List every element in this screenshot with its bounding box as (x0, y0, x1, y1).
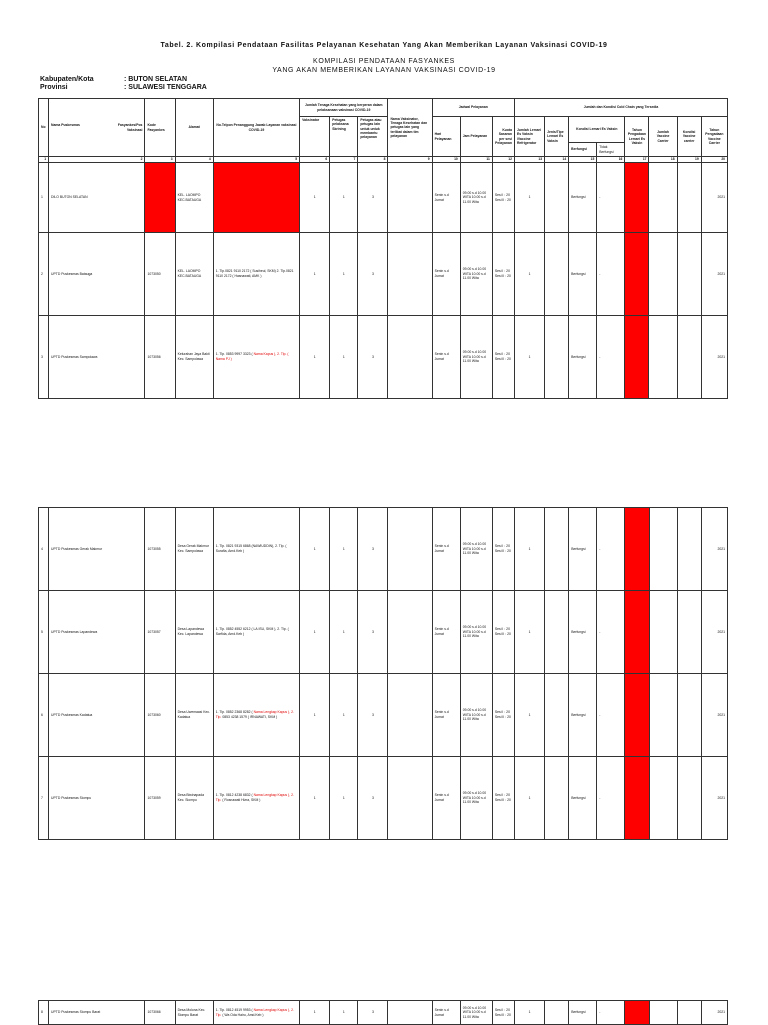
fasyankes-table-page-2 (38, 507, 728, 840)
cell-berfungsi: Berfungsi (569, 508, 597, 591)
cell-tidak-berfungsi: - (597, 163, 625, 233)
col-kondisi-lemari: Kondisi Lemari Es Vaksin (569, 117, 625, 143)
cell-jumlah-carrier (649, 757, 677, 840)
cell-kuota: Sesi I : 20 Sesi II : 20 (492, 591, 514, 674)
col-number: 6 (300, 157, 330, 163)
cell-nama-vaksinator (388, 163, 432, 233)
cell-skrining: 1 (330, 316, 358, 399)
cell-jenis-tipe (545, 163, 569, 233)
col-number: 5 (213, 157, 299, 163)
cell-alamat: Kelurahan Jaya Bakti Kec. Sampolawa (175, 316, 213, 399)
cell-skrining: 1 (330, 163, 358, 233)
cell-kode: 1073055 (145, 508, 175, 591)
cell-nama-vaksinator (388, 674, 432, 757)
cell-alamat: KEL. LAOMPO KEC.BATAUGA (175, 233, 213, 316)
col-nama (49, 99, 145, 157)
cell-tahun-carrier: 2021 (701, 674, 727, 757)
cell-jenis-tipe (545, 1001, 569, 1025)
col-petugas-skrining: Petugas pelaksana Skrining (330, 117, 358, 157)
cell-telepon: 1. Tlp. 0852 4552 6212 ( LA ISU, SKM ), 2. Tlp. ( Sarfida, Amd.Keb ) (213, 591, 299, 674)
cell-tahun-lemari (625, 233, 649, 316)
cell-hari: Senin s.d Jumat (432, 757, 460, 840)
cell-jam: 09.00 s.d 10.00 WITA 10.00 s.d 11.00 Wita (460, 316, 492, 399)
cell-jumlah-lemari: 1 (514, 591, 544, 674)
cell-petugas-lain: 3 (358, 316, 388, 399)
col-alamat: Alamat (175, 99, 213, 157)
cell-jumlah-carrier (649, 233, 677, 316)
col-telepon: No.Telpon Penanggung Jawab Layanan vaksinasi COVID-19 (213, 99, 299, 157)
cell-jumlah-lemari: 1 (514, 674, 544, 757)
cell-skrining: 1 (330, 591, 358, 674)
cell-jenis-tipe (545, 316, 569, 399)
col-no: No (39, 99, 49, 157)
cell-hari: Senin s.d Jumat (432, 591, 460, 674)
cell-jenis-tipe (545, 674, 569, 757)
cell-kode: 1073056 (145, 316, 175, 399)
cell-alamat: Desa Molona Kec. Siompu Barat (175, 1001, 213, 1025)
cell-jenis-tipe (545, 757, 569, 840)
cell-berfungsi: Berfungsi (569, 1001, 597, 1025)
telepon-text: 1. Tlp. 0853 9997 3323 ( (215, 352, 253, 357)
fasyankes-table-page-1 (38, 98, 728, 399)
cell-nama: UPTD Puskesmas Siompu Barat (49, 1001, 145, 1025)
cell-kondisi-carrier (677, 316, 701, 399)
cell-nama-vaksinator (388, 757, 432, 840)
cell-kuota: Sesi I : 20 Sesi II : 20 (492, 1001, 514, 1025)
col-number: 9 (388, 157, 432, 163)
cell-alamat: Desa Gerak Makmur Kec. Sampolawa (175, 508, 213, 591)
cell-telepon (213, 757, 299, 840)
cell-vaksinator: 1 (300, 757, 330, 840)
table-row (39, 1001, 728, 1025)
cell-jumlah-carrier (649, 1001, 677, 1025)
telepon-text: 1. Tlp. 0812 4519 9953 ( (215, 1007, 253, 1012)
table-row (39, 757, 728, 840)
cell-tahun-lemari (625, 1001, 649, 1025)
cell-kuota: Sesi I : 20 Sesi II : 20 (492, 233, 514, 316)
col-number: 8 (358, 157, 388, 163)
col-number: 1 (39, 157, 49, 163)
cell-nama: UPTD Puskesmas Kadatua (49, 674, 145, 757)
cell-nama: UPTD Puskesmas Batauga (49, 233, 145, 316)
table-row (39, 674, 728, 757)
cell-no: 3 (39, 316, 49, 399)
cell-jumlah-carrier (649, 508, 677, 591)
provinsi-value: : SULAWESI TENGGARA (124, 84, 207, 91)
telepon-text: 1. Tlp. 0812 4238 6832 ( (215, 793, 253, 798)
telepon-placeholder-text: Nama Lengkap Kapus ), 2. Tlp. (215, 1007, 294, 1017)
subtitle-1: KOMPILASI PENDATAAN FASYANKES (313, 58, 455, 65)
cell-vaksinator: 1 (300, 1001, 330, 1025)
cell-kondisi-carrier (677, 591, 701, 674)
cell-tahun-lemari (625, 674, 649, 757)
cell-jam: 09.00 s.d 10.00 WITA 10.00 s.d 11.00 Wita (460, 233, 492, 316)
table-row (39, 508, 728, 591)
col-number: 7 (330, 157, 358, 163)
col-group-tenaga: Jumlah Tenaga Kesehatan yang berperan dalam pelaksanaan vaksinasi COVID-19 (300, 99, 388, 117)
cell-kode: 1073066 (145, 1001, 175, 1025)
telepon-placeholder-text: Nama Lengkap Kapus ), 2. Tlp. (215, 793, 294, 802)
cell-kuota: Sesi I : 20 Sesi II : 20 (492, 674, 514, 757)
col-hari: Hari Pelayanan (432, 117, 460, 157)
cell-petugas-lain: 3 (358, 163, 388, 233)
cell-kondisi-carrier (677, 1001, 701, 1025)
cell-kondisi-carrier (677, 674, 701, 757)
cell-petugas-lain: 3 (358, 757, 388, 840)
cell-jenis-tipe (545, 233, 569, 316)
table-row (39, 163, 728, 233)
cell-no: 8 (39, 1001, 49, 1025)
kabupaten-label: Kabupaten/Kota (40, 76, 94, 83)
cell-nama-vaksinator (388, 233, 432, 316)
col-group-cold-chain: Jumlah dan Kondisi Cold Chain yang Tersedia (514, 99, 727, 117)
col-kode: Kode Fasyankes (145, 99, 175, 157)
cell-no: 4 (39, 508, 49, 591)
cell-alamat: Desa Biwinapada Kec. Siompu (175, 757, 213, 840)
cell-kuota: Sesi I : 20 Sesi II : 20 (492, 316, 514, 399)
table-row (39, 233, 728, 316)
cell-tidak-berfungsi: - (597, 508, 625, 591)
cell-petugas-lain: 3 (358, 591, 388, 674)
cell-kondisi-carrier (677, 508, 701, 591)
cell-vaksinator: 1 (300, 163, 330, 233)
col-nama-vaksinator: Nama Vaksinator, Tenaga Kesehatan dan petugas lain yang terlibat dalam tim pelayanan (388, 99, 432, 157)
col-petugas-lain: Petugas atau petugas lain untuk untuk membantu pelayanan (358, 117, 388, 157)
cell-tahun-lemari (625, 591, 649, 674)
cell-jam: 09.00 s.d 10.00 WITA 10.00 s.d 11.00 Wita (460, 1001, 492, 1025)
col-jumlah-lemari: Jumlah Lemari Es Vaksin /Vaccine Refrigerator (514, 117, 544, 157)
cell-tahun-carrier: 2021 (701, 508, 727, 591)
cell-kondisi-carrier (677, 233, 701, 316)
cell-tidak-berfungsi: - (597, 1001, 625, 1025)
cell-jumlah-carrier (649, 316, 677, 399)
table-row (39, 316, 728, 399)
cell-nama: DILO BUTON SELATAN (49, 163, 145, 233)
col-number: 2 (49, 157, 145, 163)
cell-tidak-berfungsi: - (597, 591, 625, 674)
cell-petugas-lain: 3 (358, 508, 388, 591)
cell-tahun-carrier: 2021 (701, 757, 727, 840)
cell-hari: Senin s.d Jumat (432, 1001, 460, 1025)
cell-skrining: 1 (330, 1001, 358, 1025)
col-number: 17 (625, 157, 649, 163)
cell-tahun-carrier: 2021 (701, 1001, 727, 1025)
cell-nama-vaksinator (388, 316, 432, 399)
cell-no: 6 (39, 674, 49, 757)
cell-jumlah-lemari: 1 (514, 1001, 544, 1025)
cell-kode: 1073060 (145, 674, 175, 757)
cell-hari: Senin s.d Jumat (432, 316, 460, 399)
cell-vaksinator: 1 (300, 316, 330, 399)
cell-telepon (213, 674, 299, 757)
telepon-placeholder-text: Nama Lengkap Kapus ), 2. Tlp. (215, 710, 294, 719)
cell-jumlah-carrier (649, 163, 677, 233)
telepon-placeholder-text: Nama Kapus ), 2. Tlp. ( Nama PJ ) (215, 352, 289, 361)
cell-jumlah-carrier (649, 591, 677, 674)
col-number: 14 (545, 157, 569, 163)
col-jumlah-carrier: Jumlah Vaccine Carrier (649, 117, 677, 157)
cell-kondisi-carrier (677, 757, 701, 840)
col-tahun-carrier: Tahun Pengadaan Vaccine Carrier (701, 117, 727, 157)
cell-tahun-carrier: 2021 (701, 591, 727, 674)
cell-hari: Senin s.d Jumat (432, 508, 460, 591)
cell-no: 5 (39, 591, 49, 674)
table-row (39, 591, 728, 674)
col-jam: Jam Pelayanan (460, 117, 492, 157)
cell-berfungsi: Berfungsi (569, 233, 597, 316)
col-kondisi-carrier: Kondisi Vaccine carrier (677, 117, 701, 157)
cell-kode: 1073057 (145, 591, 175, 674)
cell-vaksinator: 1 (300, 591, 330, 674)
cell-skrining: 1 (330, 508, 358, 591)
cell-alamat: KEL. LAOMPO KEC.BATAUGA (175, 163, 213, 233)
cell-skrining: 1 (330, 674, 358, 757)
cell-alamat: Desa Uwemaasi Kec. Kadatua (175, 674, 213, 757)
cell-hari: Senin s.d Jumat (432, 163, 460, 233)
cell-berfungsi: Berfungsi (569, 591, 597, 674)
cell-nama: UPTD Puskesmas Sampolawa (49, 316, 145, 399)
cell-kode: 1073059 (145, 757, 175, 840)
cell-hari: Senin s.d Jumat (432, 674, 460, 757)
cell-nama: UPTD Puskesmas Lapandewa (49, 591, 145, 674)
col-number: 3 (145, 157, 175, 163)
cell-jenis-tipe (545, 508, 569, 591)
col-number: 10 (432, 157, 460, 163)
cell-jumlah-lemari: 1 (514, 163, 544, 233)
col-fasyankes: Fasyankes/Pos Vaksinasi (117, 123, 143, 132)
cell-jumlah-lemari: 1 (514, 316, 544, 399)
cell-no: 2 (39, 233, 49, 316)
cell-kuota: Sesi I : 20 Sesi II : 20 (492, 757, 514, 840)
col-number: 11 (460, 157, 492, 163)
col-vaksinator: Vaksinator (300, 117, 330, 157)
telepon-text-2: ( Rosnawati Hizra, SKM ) (222, 798, 261, 802)
cell-jumlah-lemari: 1 (514, 233, 544, 316)
col-number: 18 (649, 157, 677, 163)
cell-kode (145, 163, 175, 233)
cell-tidak-berfungsi: - (597, 674, 625, 757)
cell-no: 7 (39, 757, 49, 840)
cell-berfungsi: Berfungsi (569, 316, 597, 399)
col-tidak-berfungsi: Tidak Berfungsi (597, 143, 625, 157)
cell-skrining: 1 (330, 757, 358, 840)
provinsi-label: Provinsi (40, 84, 68, 91)
subtitle-2: YANG AKAN MEMBERIKAN LAYANAN VAKSINASI COVID-19 (272, 67, 496, 74)
cell-kode: 1073050 (145, 233, 175, 316)
col-number: 20 (701, 157, 727, 163)
cell-telepon (213, 316, 299, 399)
telepon-text-2: 0853 4238 1579 ( IRNAWATI, SKM ) (222, 715, 278, 719)
cell-nama-vaksinator (388, 1001, 432, 1025)
cell-tahun-lemari (625, 757, 649, 840)
cell-petugas-lain: 3 (358, 233, 388, 316)
cell-petugas-lain: 3 (358, 1001, 388, 1025)
cell-no: 1 (39, 163, 49, 233)
cell-telepon: 1. Tlp. 0821 9315 6868 (NAWIUDDIN), 2. Tlp. ( Surafia, Amd.Keb ) (213, 508, 299, 591)
col-tahun-lemari: Tahun Pengadaan Lemari Es Vaksin (625, 117, 649, 157)
cell-tahun-carrier: 2021 (701, 233, 727, 316)
cell-jumlah-lemari: 1 (514, 757, 544, 840)
cell-petugas-lain: 3 (358, 674, 388, 757)
cell-tidak-berfungsi: - (597, 233, 625, 316)
telepon-text-2: ( Wa Oda Hairu, Amd.Keb ) (222, 1012, 264, 1017)
cell-vaksinator: 1 (300, 674, 330, 757)
cell-kuota: Sesi I : 20 Sesi II : 20 (492, 508, 514, 591)
cell-tahun-carrier: 2021 (701, 316, 727, 399)
col-nama-puskesmas: Nama Puskesmas (51, 123, 80, 128)
fasyankes-table-page-3 (38, 1000, 728, 1025)
cell-kondisi-carrier (677, 163, 701, 233)
cell-jumlah-carrier (649, 674, 677, 757)
cell-berfungsi: Berfungsi (569, 757, 597, 840)
cell-tahun-lemari (625, 316, 649, 399)
cell-hari: Senin s.d Jumat (432, 233, 460, 316)
col-kuota: Kuota Sasaran per sesi Pelayanan (492, 117, 514, 157)
col-number: 12 (492, 157, 514, 163)
cell-alamat: Desa Lapandewa Kec. Lapandewa (175, 591, 213, 674)
cell-jam: 09.00 s.d 10.00 WITA 10.00 s.d 11.00 Wita (460, 674, 492, 757)
kabupaten-value: : BUTON SELATAN (124, 76, 187, 83)
col-group-jadwal: Jadwal Pelayanan (432, 99, 514, 117)
cell-tahun-carrier: 2021 (701, 163, 727, 233)
cell-jenis-tipe (545, 591, 569, 674)
cell-berfungsi: Berfungsi (569, 674, 597, 757)
cell-kuota: Sesi I : 20 Sesi II : 20 (492, 163, 514, 233)
cell-berfungsi: Berfungsi (569, 163, 597, 233)
cell-tidak-berfungsi: - (597, 316, 625, 399)
cell-vaksinator: 1 (300, 508, 330, 591)
cell-jam: 09.00 s.d 10.00 WITA 10.00 s.d 11.00 Wita (460, 757, 492, 840)
cell-telepon (213, 163, 299, 233)
cell-tahun-lemari (625, 508, 649, 591)
col-number: 13 (514, 157, 544, 163)
cell-vaksinator: 1 (300, 233, 330, 316)
cell-tahun-lemari (625, 163, 649, 233)
cell-telepon: 1. Tlp.0821 9110 2172 ( Susiheul, SKM) 2. Tlp.0821 9110 2172 ( Hasnawati, AMK ) (213, 233, 299, 316)
page-title: Tabel. 2. Kompilasi Pendataan Fasilitas Pelayanan Kesehatan Yang Akan Memberikan Layanan Vaksinasi COVID-19 (160, 42, 608, 49)
col-number: 16 (597, 157, 625, 163)
col-jenis-tipe: Jenis/Tipe Lemari Es Vaksin (545, 117, 569, 157)
cell-tidak-berfungsi: - (597, 757, 625, 840)
cell-jam: 09.00 s.d 10.00 WITA 10.00 s.d 11.00 Wita (460, 591, 492, 674)
cell-nama-vaksinator (388, 591, 432, 674)
cell-telepon (213, 1001, 299, 1025)
cell-nama: UPTD Puskesmas Siompu (49, 757, 145, 840)
cell-nama: UPTD Puskesmas Gerak Makmur (49, 508, 145, 591)
col-number: 15 (569, 157, 597, 163)
col-berfungsi: Berfungsi (569, 143, 597, 157)
cell-jam: 09.00 s.d 10.00 WITA 10.00 s.d 11.00 Wita (460, 508, 492, 591)
cell-skrining: 1 (330, 233, 358, 316)
cell-jumlah-lemari: 1 (514, 508, 544, 591)
col-number: 4 (175, 157, 213, 163)
col-number: 19 (677, 157, 701, 163)
cell-jam: 09.00 s.d 10.00 WITA 10.00 s.d 11.00 Wita (460, 163, 492, 233)
telepon-text: 1. Tlp. 0852 2368 8282 ( (215, 710, 253, 715)
cell-nama-vaksinator (388, 508, 432, 591)
